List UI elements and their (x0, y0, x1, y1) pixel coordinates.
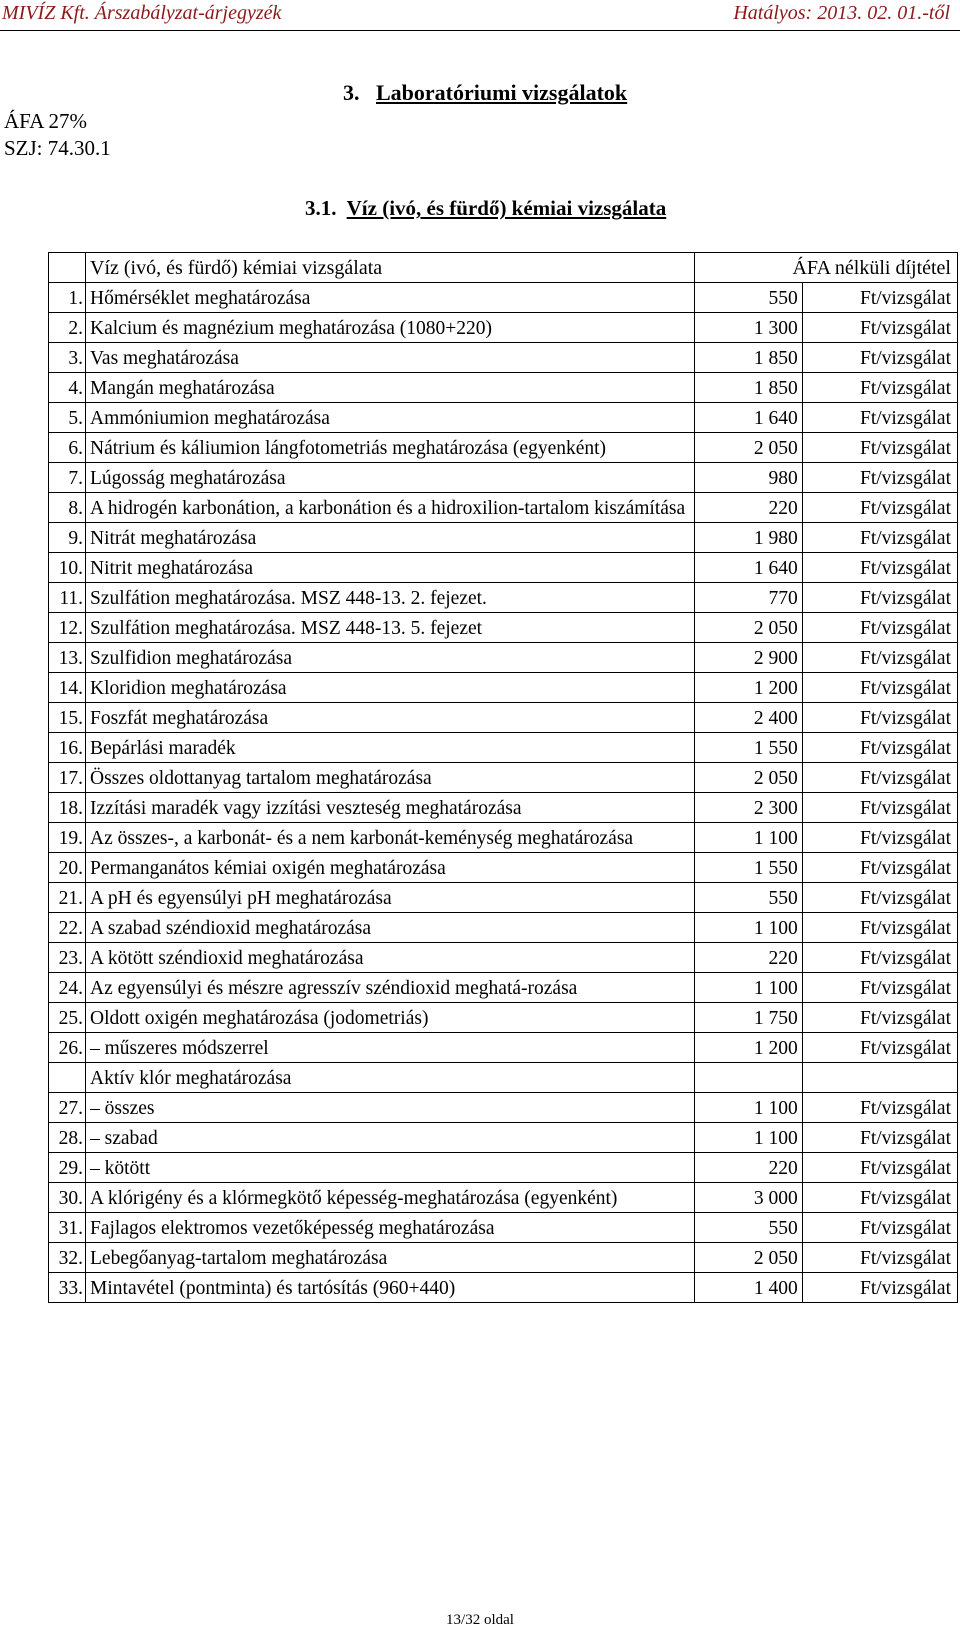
row-unit: Ft/vizsgálat (802, 1153, 957, 1183)
row-description: Szulfátion meghatározása. MSZ 448-13. 5. fejezet (86, 613, 695, 643)
row-unit: Ft/vizsgálat (802, 763, 957, 793)
header-price-cell: ÁFA nélküli díjtétel (694, 253, 957, 283)
row-price: 1 400 (694, 1273, 802, 1303)
row-price: 1 550 (694, 853, 802, 883)
row-number: 33. (49, 1273, 86, 1303)
table-row (49, 913, 958, 943)
row-number: 23. (49, 943, 86, 973)
row-unit: Ft/vizsgálat (802, 343, 957, 373)
table-row (49, 673, 958, 703)
row-unit: Ft/vizsgálat (802, 673, 957, 703)
row-price: 1 850 (694, 343, 802, 373)
row-price: 2 300 (694, 793, 802, 823)
row-number: 7. (49, 463, 86, 493)
row-price: 2 050 (694, 1243, 802, 1273)
row-description: Az egyensúlyi és mészre agresszív széndioxid meghatá-rozása (86, 973, 695, 1003)
row-unit: Ft/vizsgálat (802, 703, 957, 733)
row-number: 24. (49, 973, 86, 1003)
row-price: 550 (694, 1213, 802, 1243)
table-row (49, 973, 958, 1003)
subsection-number: 3.1. (305, 196, 337, 220)
row-price: 550 (694, 283, 802, 313)
row-price: 220 (694, 943, 802, 973)
row-description: Nitrát meghatározása (86, 523, 695, 553)
row-number: 4. (49, 373, 86, 403)
row-number: 8. (49, 493, 86, 523)
row-number: 9. (49, 523, 86, 553)
row-description: Összes oldottanyag tartalom meghatározása (86, 763, 695, 793)
row-description: Mangán meghatározása (86, 373, 695, 403)
row-unit: Ft/vizsgálat (802, 1213, 957, 1243)
row-number: 6. (49, 433, 86, 463)
table-row (49, 553, 958, 583)
row-description: Aktív klór meghatározása (86, 1063, 695, 1093)
vat-info (4, 108, 111, 162)
table-row (49, 943, 958, 973)
row-description: Szulfátion meghatározása. MSZ 448-13. 2. fejezet. (86, 583, 695, 613)
row-description: Fajlagos elektromos vezetőképesség meghatározása (86, 1213, 695, 1243)
row-description: Ammóniumion meghatározása (86, 403, 695, 433)
row-number: 28. (49, 1123, 86, 1153)
table-row (49, 853, 958, 883)
row-unit: Ft/vizsgálat (802, 463, 957, 493)
row-unit: Ft/vizsgálat (802, 1003, 957, 1033)
row-price: 2 050 (694, 613, 802, 643)
table-row (49, 1123, 958, 1153)
header-effective-date: Hatályos: 2013. 02. 01.-től (733, 2, 950, 24)
row-number: 18. (49, 793, 86, 823)
row-unit: Ft/vizsgálat (802, 613, 957, 643)
row-number: 17. (49, 763, 86, 793)
row-unit: Ft/vizsgálat (802, 823, 957, 853)
table-row (49, 793, 958, 823)
row-description: – összes (86, 1093, 695, 1123)
row-description: Nátrium és káliumion lángfotometriás meghatározása (egyenként) (86, 433, 695, 463)
table-row (49, 1213, 958, 1243)
row-description: Lebegőanyag-tartalom meghatározása (86, 1243, 695, 1273)
row-unit: Ft/vizsgálat (802, 883, 957, 913)
row-unit: Ft/vizsgálat (802, 1123, 957, 1153)
row-unit: Ft/vizsgálat (802, 583, 957, 613)
row-unit: Ft/vizsgálat (802, 403, 957, 433)
table-row (49, 373, 958, 403)
row-number: 20. (49, 853, 86, 883)
table-row (49, 1033, 958, 1063)
subsection-name: Víz (ivó, és fürdő) kémiai vizsgálata (346, 196, 667, 220)
row-number: 13. (49, 643, 86, 673)
row-unit: Ft/vizsgálat (802, 913, 957, 943)
table-row (49, 523, 958, 553)
table-row (49, 1183, 958, 1213)
row-description: A klórigény és a klórmegkötő képesség-meghatározása (egyenként) (86, 1183, 695, 1213)
row-description: – műszeres módszerrel (86, 1033, 695, 1063)
table-row (49, 733, 958, 763)
table-row (49, 1153, 958, 1183)
row-unit: Ft/vizsgálat (802, 1273, 957, 1303)
table-header-row (49, 253, 958, 283)
row-number (49, 1063, 86, 1093)
row-unit: Ft/vizsgálat (802, 1243, 957, 1273)
table-row (49, 643, 958, 673)
row-price: 220 (694, 493, 802, 523)
header-desc-cell: Víz (ivó, és fürdő) kémiai vizsgálata (86, 253, 695, 283)
row-number: 25. (49, 1003, 86, 1033)
row-description: Kloridion meghatározása (86, 673, 695, 703)
row-unit: Ft/vizsgálat (802, 373, 957, 403)
row-price: 2 050 (694, 433, 802, 463)
row-description: Nitrit meghatározása (86, 553, 695, 583)
row-unit: Ft/vizsgálat (802, 943, 957, 973)
vat-rate: ÁFA 27% (4, 109, 88, 133)
row-price: 2 900 (694, 643, 802, 673)
row-price: 1 550 (694, 733, 802, 763)
row-price (694, 1063, 802, 1093)
table-row (49, 1273, 958, 1303)
row-number: 30. (49, 1183, 86, 1213)
row-unit: Ft/vizsgálat (802, 493, 957, 523)
row-unit (802, 1063, 957, 1093)
row-price: 1 640 (694, 553, 802, 583)
header-company: MIVÍZ Kft. Árszabályzat-árjegyzék (2, 2, 282, 24)
row-number: 27. (49, 1093, 86, 1123)
row-unit: Ft/vizsgálat (802, 523, 957, 553)
row-number: 16. (49, 733, 86, 763)
row-description: Kalcium és magnézium meghatározása (1080+220) (86, 313, 695, 343)
row-description: Lúgosság meghatározása (86, 463, 695, 493)
row-unit: Ft/vizsgálat (802, 1183, 957, 1213)
table-row (49, 1063, 958, 1093)
table-row (49, 763, 958, 793)
table-row (49, 883, 958, 913)
row-description: – szabad (86, 1123, 695, 1153)
row-number: 32. (49, 1243, 86, 1273)
table-row (49, 1243, 958, 1273)
row-price: 2 400 (694, 703, 802, 733)
row-unit: Ft/vizsgálat (802, 433, 957, 463)
row-description: Vas meghatározása (86, 343, 695, 373)
row-description: Az összes-, a karbonát- és a nem karbonát-keménység meghatározása (86, 823, 695, 853)
table-row (49, 493, 958, 523)
table-row (49, 1093, 958, 1123)
table-row (49, 613, 958, 643)
subsection-title (305, 196, 666, 221)
row-price: 1 300 (694, 313, 802, 343)
table-row (49, 463, 958, 493)
row-description: A szabad széndioxid meghatározása (86, 913, 695, 943)
table-row (49, 313, 958, 343)
row-description: A kötött széndioxid meghatározása (86, 943, 695, 973)
row-number: 11. (49, 583, 86, 613)
section-name: Laboratóriumi vizsgálatok (376, 80, 628, 105)
row-number: 1. (49, 283, 86, 313)
row-unit: Ft/vizsgálat (802, 643, 957, 673)
row-number: 2. (49, 313, 86, 343)
table-row (49, 283, 958, 313)
row-number: 29. (49, 1153, 86, 1183)
row-unit: Ft/vizsgálat (802, 853, 957, 883)
row-price: 1 100 (694, 823, 802, 853)
row-description: Foszfát meghatározása (86, 703, 695, 733)
row-price: 770 (694, 583, 802, 613)
price-table (48, 252, 958, 1303)
row-number: 5. (49, 403, 86, 433)
page-number: 13/32 oldal (446, 1612, 514, 1628)
row-number: 22. (49, 913, 86, 943)
row-description: A pH és egyensúlyi pH meghatározása (86, 883, 695, 913)
szj-code: SZJ: 74.30.1 (4, 136, 111, 160)
row-description: Mintavétel (pontminta) és tartósítás (960+440) (86, 1273, 695, 1303)
row-description: – kötött (86, 1153, 695, 1183)
row-price: 1 640 (694, 403, 802, 433)
row-number: 12. (49, 613, 86, 643)
row-price: 1 100 (694, 1123, 802, 1153)
table-row (49, 433, 958, 463)
row-price: 1 100 (694, 1093, 802, 1123)
row-number: 14. (49, 673, 86, 703)
table-row (49, 343, 958, 373)
row-unit: Ft/vizsgálat (802, 313, 957, 343)
row-price: 1 980 (694, 523, 802, 553)
row-number: 31. (49, 1213, 86, 1243)
row-number: 3. (49, 343, 86, 373)
row-price: 550 (694, 883, 802, 913)
row-unit: Ft/vizsgálat (802, 733, 957, 763)
row-description: Permanganátos kémiai oxigén meghatározása (86, 853, 695, 883)
row-number: 21. (49, 883, 86, 913)
table-row (49, 1003, 958, 1033)
row-price: 1 200 (694, 673, 802, 703)
row-unit: Ft/vizsgálat (802, 1093, 957, 1123)
row-description: Izzítási maradék vagy izzítási veszteség meghatározása (86, 793, 695, 823)
row-unit: Ft/vizsgálat (802, 793, 957, 823)
row-description: Hőmérséklet meghatározása (86, 283, 695, 313)
header-num-cell (49, 253, 86, 283)
row-number: 15. (49, 703, 86, 733)
row-price: 1 100 (694, 973, 802, 1003)
table-row (49, 823, 958, 853)
table-row (49, 703, 958, 733)
row-price: 980 (694, 463, 802, 493)
section-title (343, 80, 627, 106)
row-price: 3 000 (694, 1183, 802, 1213)
row-unit: Ft/vizsgálat (802, 283, 957, 313)
row-price: 220 (694, 1153, 802, 1183)
row-unit: Ft/vizsgálat (802, 1033, 957, 1063)
row-price: 1 750 (694, 1003, 802, 1033)
row-price: 1 850 (694, 373, 802, 403)
row-number: 19. (49, 823, 86, 853)
row-description: Oldott oxigén meghatározása (jodometriás) (86, 1003, 695, 1033)
section-number: 3. (343, 80, 360, 105)
row-number: 26. (49, 1033, 86, 1063)
row-number: 10. (49, 553, 86, 583)
row-description: Bepárlási maradék (86, 733, 695, 763)
row-unit: Ft/vizsgálat (802, 553, 957, 583)
row-description: Szulfidion meghatározása (86, 643, 695, 673)
row-price: 1 200 (694, 1033, 802, 1063)
page-header (0, 0, 960, 31)
table-row (49, 583, 958, 613)
row-unit: Ft/vizsgálat (802, 973, 957, 1003)
row-price: 1 100 (694, 913, 802, 943)
row-price: 2 050 (694, 763, 802, 793)
row-description: A hidrogén karbonátion, a karbonátion és a hidroxilion-tartalom kiszámítása (86, 493, 695, 523)
table-row (49, 403, 958, 433)
